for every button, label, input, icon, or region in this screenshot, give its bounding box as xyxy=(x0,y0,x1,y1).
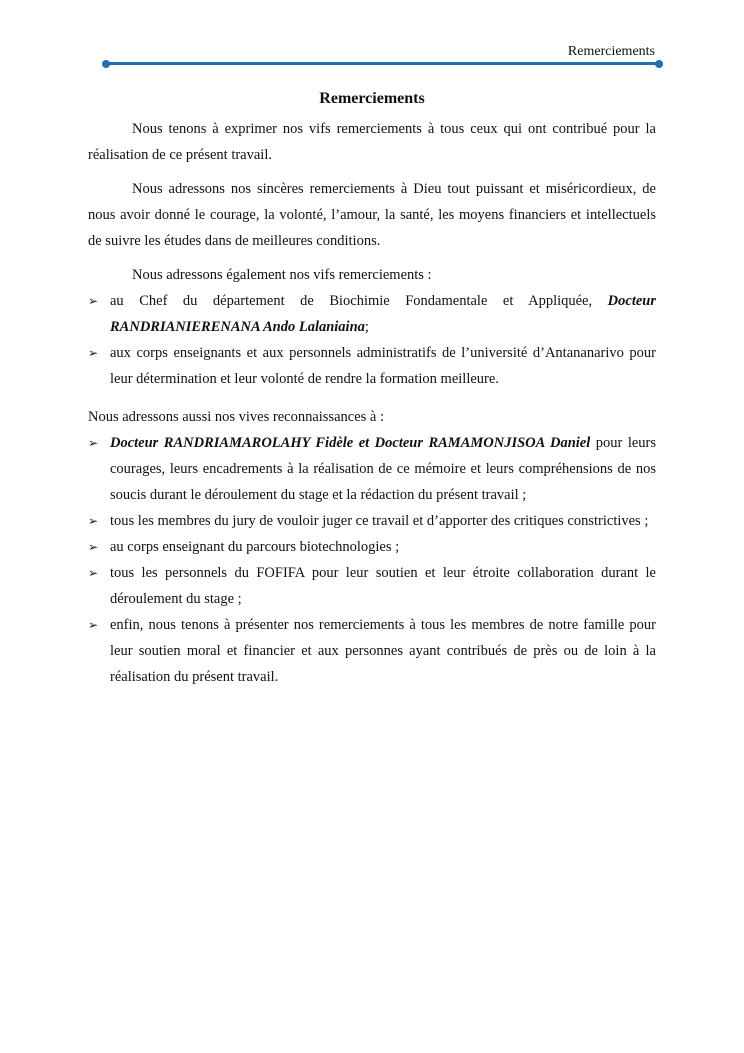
list-item xyxy=(88,288,656,340)
list-item-suffix: ; xyxy=(364,319,369,335)
list-item-text: au Chef du département de Biochimie Fondamentale et Appliquée, xyxy=(110,293,608,309)
list-item-text: tous les membres du jury de vouloir juger ce travail et d’apporter des critiques constrictives ; xyxy=(110,513,649,529)
acknowledgement-list-1 xyxy=(88,288,656,392)
header-rule xyxy=(106,62,659,65)
acknowledgement-list-2 xyxy=(88,430,656,690)
document-body xyxy=(88,88,656,690)
arrow-bullet-icon: ➢ xyxy=(88,346,99,360)
list-item-text: pour leurs courages, leurs encadrements à la réalisation de ce mémoire et leurs compréhensions de nos soucis durant le déroulement du stage et la rédaction du présent travail ; xyxy=(110,435,657,503)
arrow-bullet-icon: ➢ xyxy=(88,514,99,528)
arrow-bullet-icon: ➢ xyxy=(88,618,99,632)
list-item xyxy=(88,340,656,392)
person-name: Docteur RANDRIANIERENANA Ando Lalaniaina xyxy=(110,293,656,335)
list-item xyxy=(88,612,656,690)
list-item-text: aux corps enseignants et aux personnels administratifs de l’université d’Antananarivo pour leur détermination et leur volonté de rendre la formation meilleure. xyxy=(110,345,656,387)
arrow-bullet-icon: ➢ xyxy=(88,566,99,580)
running-header: Remerciements xyxy=(567,44,655,59)
list-item-text: au corps enseignant du parcours biotechnologies ; xyxy=(110,539,400,555)
list-item xyxy=(88,508,656,534)
list-item-text: tous les personnels du FOFIFA pour leur soutien et leur étroite collaboration durant le déroulement du stage ; xyxy=(110,565,656,607)
list-item xyxy=(88,534,656,560)
list-item-text: enfin, nous tenons à présenter nos remerciements à tous les membres de notre famille pour leur soutien moral et financier et aux personnes ayant contribués de près ou de loin à la réalisation du présent travail. xyxy=(110,617,656,685)
list-item xyxy=(88,560,656,612)
person-name: Docteur RANDRIAMAROLAHY Fidèle et Docteur RAMAMONJISOA Daniel xyxy=(110,435,591,451)
arrow-bullet-icon: ➢ xyxy=(88,540,99,554)
header-rule-left-dot xyxy=(102,60,110,68)
paragraph-intro-thanks: Nous tenons à exprimer nos vifs remerciements à tous ceux qui ont contribué pour la réalisation de ce présent travail. xyxy=(88,121,656,163)
paragraph-thanks-god: Nous adressons nos sincères remerciements à Dieu tout puissant et miséricordieux, de nous avoir donné le courage, la volonté, l’amour, la santé, les moyens financiers et intellectuels de suivre les études dans de meilleures conditions. xyxy=(88,181,656,249)
arrow-bullet-icon: ➢ xyxy=(88,436,99,450)
paragraph-also-thanks: Nous adressons également nos vifs remerciements : xyxy=(132,267,432,283)
paragraph-recognition: Nous adressons aussi nos vives reconnaissances à : xyxy=(88,409,384,425)
page-title: Remerciements xyxy=(319,90,425,107)
list-item xyxy=(88,430,656,508)
arrow-bullet-icon: ➢ xyxy=(88,294,99,308)
header-rule-right-dot xyxy=(655,60,663,68)
